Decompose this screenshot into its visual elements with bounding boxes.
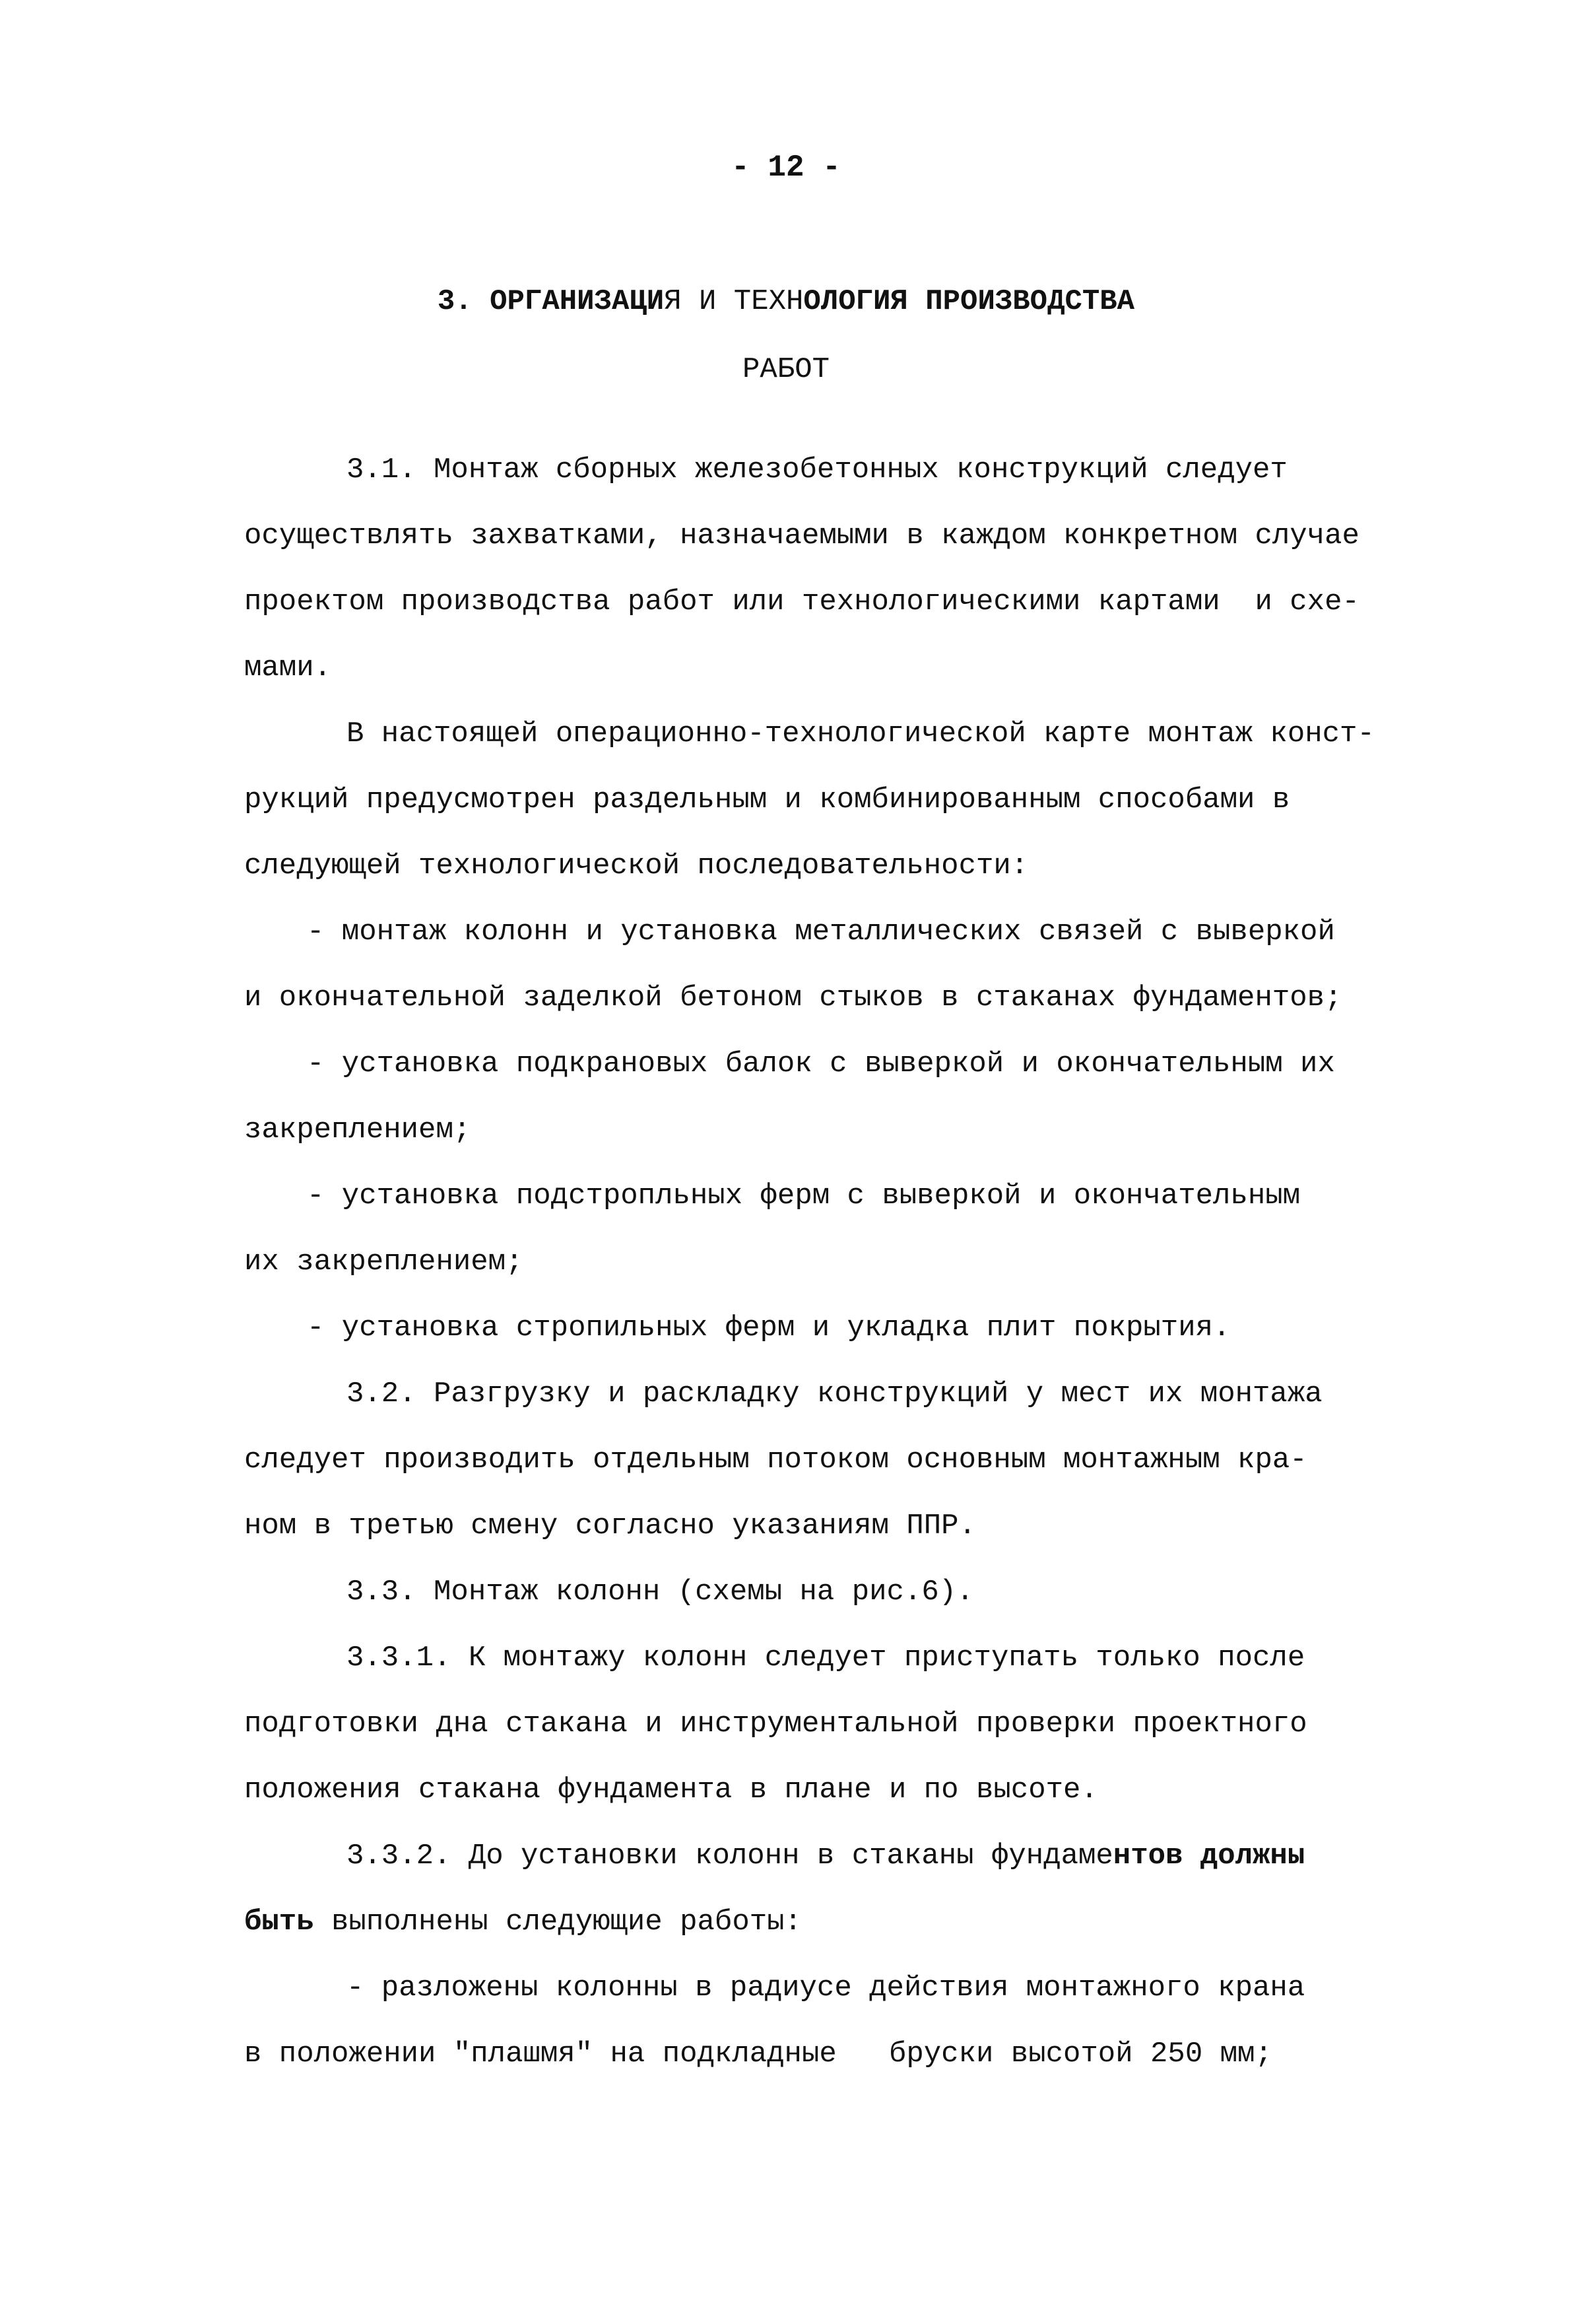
text-line: в положении "плашмя" на подкладные бруски высотой 250 мм;	[244, 2038, 1272, 2071]
list-item-line: - установка подстропльных ферм с выверкой и окончательным	[307, 1179, 1301, 1212]
section-heading	[0, 285, 1572, 318]
text-line: проектом производства работ или технологическими картами и схе-	[244, 585, 1359, 618]
section-heading-continuation: РАБОТ	[742, 353, 830, 386]
section-heading-part3: ОЛОГИЯ ПРОИЗВОДСТВА	[803, 285, 1135, 318]
list-item-line: - монтаж колонн и установка металлических связей с выверкой	[307, 915, 1335, 948]
text-line: их закреплением;	[244, 1245, 523, 1278]
bold-text-segment: быть	[244, 1906, 314, 1939]
list-item-line: - разложены колонны в радиусе действия монтажного крана	[346, 1972, 1305, 2005]
text-line: 3.3. Монтаж колонн (схемы на рис.6).	[346, 1576, 974, 1609]
text-line: следует производить отдельным потоком основным монтажным кра-	[244, 1444, 1307, 1477]
text-line: подготовки дна стакана и инструментальной проверки проектного	[244, 1708, 1307, 1741]
text-line: рукций предусмотрен раздельным и комбинированным способами в	[244, 783, 1290, 816]
bold-text-segment: нтов должны	[1113, 1840, 1305, 1873]
section-heading-part1: 3. ОРГАНИЗАЦИ	[437, 285, 665, 318]
text-line	[346, 1842, 1305, 1871]
list-item-line: - установка стропильных ферм и укладка плит покрытия.	[307, 1311, 1231, 1345]
text-line: положения стакана фундамента в плане и по высоте.	[244, 1774, 1098, 1807]
text-segment: 3.3.2. До установки колонн в стаканы фундаме	[346, 1840, 1113, 1873]
text-line: 3.1. Монтаж сборных железобетонных конструкций следует	[346, 453, 1288, 486]
section-heading-part2: Я И ТЕХН	[664, 285, 804, 318]
text-line: и окончательной заделкой бетоном стыков в стаканах фундаментов;	[244, 981, 1342, 1014]
page-number: - 12 -	[731, 150, 841, 185]
text-line: В настоящей операционно-технологической карте монтаж конст-	[346, 717, 1375, 750]
text-line	[244, 1908, 802, 1937]
list-item-line: - установка подкрановых балок с выверкой и окончательным их	[307, 1047, 1335, 1080]
text-line: 3.2. Разгрузку и раскладку конструкций у мест их монтажа	[346, 1378, 1323, 1411]
text-segment: выполнены следующие работы:	[313, 1906, 802, 1939]
text-line: ном в третью смену согласно указаниям ППР.	[244, 1510, 976, 1543]
text-line: осуществлять захватками, назначаемыми в каждом конкретном случае	[244, 519, 1359, 552]
text-line: 3.3.1. К монтажу колонн следует приступать только после	[346, 1642, 1305, 1675]
text-line: закреплением;	[244, 1113, 471, 1146]
text-line: следующей технологической последовательности:	[244, 849, 1029, 882]
text-line: мами.	[244, 651, 332, 684]
